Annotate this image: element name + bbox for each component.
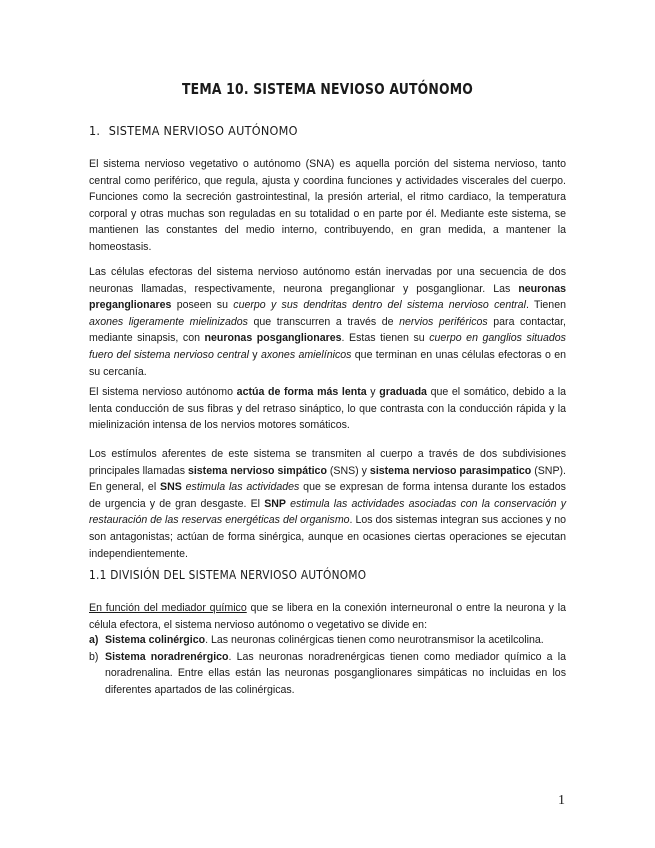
italic-term: axones amielínicos (260, 348, 352, 361)
text: El sistema nervioso vegetativo o autónomo (SNA) es aquella porción del sistema nervioso, tanto central como periférico, que regula, ajusta y coordina funciones y actividades viscerales del cuerpo. Funciones como la secreción gastrointestinal, la presión arterial, el ritmo cardiaco, la temperatura corporal y otras muchas son reguladas en su totalidad o en parte por él. Mediante este sistema, se mantienen las constantes del medio interno, contribuyendo, en gran medida, a mantener la homeostasis. (89, 158, 566, 253)
bold-term: actúa de forma más lenta (236, 386, 367, 398)
text: poseen su (171, 299, 234, 312)
bold-term: SNS (160, 481, 182, 494)
italic-term: cuerpo en ganglios situados fuero del sistema nervioso central (89, 332, 566, 361)
section-title: SISTEMA NERVIOSO AUTÓNOMO (108, 123, 298, 138)
list-marker: b) (89, 650, 99, 663)
bold-term: neuronas preganglionares (89, 282, 566, 312)
bold-term: sistema nervioso parasimpatico (369, 464, 532, 477)
page-title: TEMA 10. SISTEMA NEVIOSO AUTÓNOMO (182, 80, 473, 98)
underlined-term: En función del mediador químico (89, 602, 247, 614)
text: Los estímulos aferentes de este sistema se transmiten al cuerpo a través de dos subdivisiones principales llamadas (89, 448, 566, 477)
list-item (89, 632, 566, 649)
text: El sistema nervioso autónomo (89, 386, 237, 398)
paragraph-4 (89, 446, 566, 562)
text: que el somático, debido a la lenta conducción de sus fibras y del retraso sináptico, lo que contrasta con la conducción rápida y la mielinización intensa de los nervios motores somáticos. (89, 386, 567, 432)
page-number: 1 (558, 793, 565, 808)
text: . Los dos sistemas integran sus acciones y no son antagonistas; actúan de forma sinérgica, aunque en ocasiones ciertas operaciones se ejecutan independientemente. (89, 514, 567, 560)
text: (SNS) y (326, 464, 370, 477)
paragraph-2 (89, 264, 566, 380)
bold-term: Sistema colinérgico (105, 634, 206, 646)
text: y (248, 348, 261, 361)
text: que terminan en unas células efectoras o en su cercanía. (89, 348, 567, 378)
paragraph-5 (89, 600, 566, 633)
bold-term: SNP (264, 497, 286, 510)
text: . Las neuronas noradrenérgicas tienen como mediador químico a la noradrenalina. Entre ellas están las neuronas posganglionares simpáticas no incluidas en los diferentes apartados de las colinérgicas. (105, 650, 566, 696)
section-heading-1 (89, 123, 298, 138)
text: y (366, 386, 380, 398)
italic-term: nervios periféricos (399, 315, 488, 328)
section-number: 1. (89, 123, 101, 138)
text: . Las neuronas colinérgicas tienen como neurotransmisor la acetilcolina. (205, 634, 544, 646)
text: que se libera en la conexión interneuronal o entre la neurona y la célula efectora, el sistema nervioso autónomo o vegetativo se divide en: (89, 602, 566, 631)
bold-term: neuronas posganglionares (204, 332, 342, 345)
italic-term: axones ligeramente mielinizados (89, 315, 248, 328)
text: . Estas tienen su (341, 332, 430, 345)
text: . Tienen (525, 299, 566, 312)
text: Las células efectoras del sistema nervioso autónomo están inervadas por una secuencia de dos neuronas llamadas, respectivamente, neurona preganglionar y posganglionar. Las (89, 266, 566, 295)
paragraph-1 (89, 156, 566, 256)
bold-term: sistema nervioso simpático (187, 464, 327, 477)
subsection-heading: 1.1 DIVISIÓN DEL SISTEMA NERVIOSO AUTÓNOMO (89, 568, 367, 582)
text: (SNP). En general, el (89, 464, 566, 494)
text: que se expresan de forma intensa durante los estados de urgencia y de gran desgaste. El (89, 481, 566, 510)
division-list (89, 632, 566, 698)
text: que transcurren a través de (247, 315, 400, 328)
text: para contactar, mediante sinapsis, con (89, 315, 566, 345)
list-marker: a) (89, 634, 99, 646)
italic-term: estimula las actividades (185, 481, 300, 494)
italic-term: estimula las actividades asociadas con la conservación y restauración de las reservas energéticas del organismo (89, 497, 567, 527)
list-item (89, 649, 566, 699)
paragraph-3 (89, 384, 566, 434)
italic-term: cuerpo y sus dendritas dentro del sistema nervioso central (233, 299, 526, 312)
bold-term: graduada (379, 386, 427, 398)
bold-term: Sistema noradrenérgico (105, 650, 229, 663)
